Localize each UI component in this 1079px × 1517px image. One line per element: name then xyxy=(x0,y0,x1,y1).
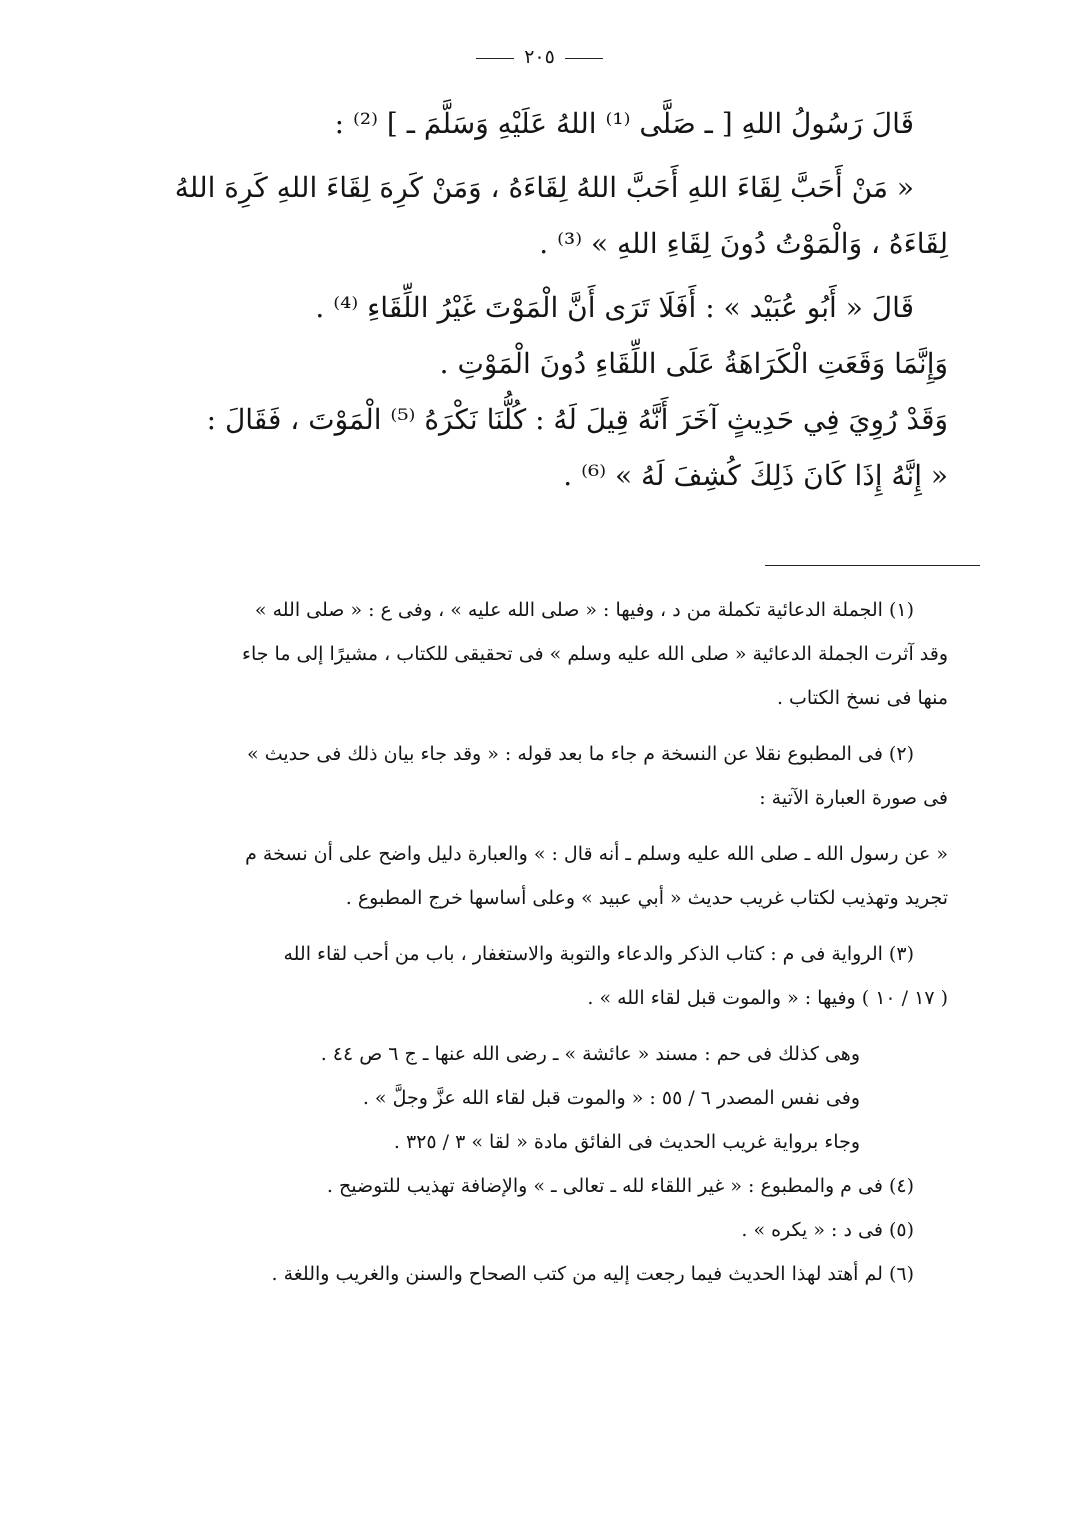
main-line: « إِنَّهُ إِذَا كَانَ ذَلِكَ كُشِفَ لَهُ » ⁽⁶⁾ . xyxy=(563,459,948,492)
main-line: قَالَ رَسُولُ اللهِ [ ـ صَلَّى ⁽¹⁾ اللهُ عَلَيْهِ وَسَلَّمَ ـ ] ⁽²⁾ : xyxy=(334,107,914,140)
footnote-line: « عن رسول الله ـ صلى الله عليه وسلم ـ أنه قال : » والعبارة دليل واضح على أن نسخة م xyxy=(245,843,948,865)
page-number-text: ٢٠٥ xyxy=(524,46,555,68)
main-text xyxy=(130,96,948,504)
footnote-line: (٣) الرواية فى م : كتاب الذكر والدعاء والتوبة والاستغفار ، باب من أحب لقاء الله xyxy=(283,943,914,965)
footnote-line: تجريد وتهذيب لكتاب غريب حديث « أبي عبيد » وعلى أساسها خرج المطبوع . xyxy=(345,887,948,909)
footnote-line: (٤) فى م والمطبوع : « غير اللقاء لله ـ تعالى ـ » والإضافة تهذيب للتوضيح . xyxy=(326,1175,914,1197)
footnote-line: ( ١٧ / ١٠ ) وفيها : « والموت قبل لقاء الله » . xyxy=(587,987,948,1009)
footnotes xyxy=(130,592,948,1292)
footnote-line: فى صورة العبارة الآتية : xyxy=(759,787,948,809)
footnote-line: (١) الجملة الدعائية تكملة من د ، وفيها : « صلى الله عليه » ، وفى ع : « صلى الله » xyxy=(254,599,914,621)
main-line: لِقَاءَهُ ، وَالْمَوْتُ دُونَ لِقَاءِ اللهِ » ⁽³⁾ . xyxy=(539,227,948,260)
main-line: « مَنْ أَحَبَّ لِقَاءَ اللهِ أَحَبَّ اللهُ لِقَاءَهُ ، وَمَنْ كَرِهَ لِقَاءَ اللهِ كَرِهَ اللهُ xyxy=(174,171,914,204)
footnote-line: (٥) فى د : « يكره » . xyxy=(741,1219,914,1241)
footnote-line: وجاء برواية غريب الحديث فى الفائق مادة « لقا » ٣ / ٣٢٥ . xyxy=(393,1131,860,1153)
footnote-separator xyxy=(765,565,980,566)
main-line: قَالَ « أَبُو عُبَيْد » : أَفَلَا تَرَى أَنَّ الْمَوْتَ غَيْرُ اللِّقَاءِ ⁽⁴⁾ . xyxy=(315,291,914,324)
footnote-line: وقد آثرت الجملة الدعائية « صلى الله عليه وسلم » فى تحقيقى للكتاب ، مشيرًا إلى ما جاء xyxy=(242,643,948,665)
page-number-dash-left xyxy=(476,58,514,59)
footnote-line: (٦) لم أهتد لهذا الحديث فيما رجعت إليه من كتب الصحاح والسنن والغريب واللغة . xyxy=(271,1263,914,1285)
main-line: وَإِنَّمَا وَقَعَتِ الْكَرَاهَةُ عَلَى اللِّقَاءِ دُونَ الْمَوْتِ . xyxy=(439,347,948,380)
main-line: وَقَدْ رُوِيَ فِي حَدِيثٍ آخَرَ أَنَّهُ قِيلَ لَهُ : كُلُّنَا نَكْرَهُ ⁽⁵⁾ الْمَوْتَ ، فَقَالَ : xyxy=(206,403,948,436)
footnote-line: منها فى نسخ الكتاب . xyxy=(776,687,948,709)
page-number-dash-right xyxy=(565,58,603,59)
footnote-line: (٢) فى المطبوع نقلا عن النسخة م جاء ما بعد قوله : « وقد جاء بيان ذلك فى حديث » xyxy=(247,743,914,765)
footnote-line: وهى كذلك فى حم : مسند « عائشة » ـ رضى الله عنها ـ ج ٦ ص ٤٤ . xyxy=(320,1043,860,1065)
page-number xyxy=(0,46,1079,68)
footnote-line: وفى نفس المصدر ٦ / ٥٥ : « والموت قبل لقاء الله عزَّ وجلَّ » . xyxy=(362,1087,860,1109)
